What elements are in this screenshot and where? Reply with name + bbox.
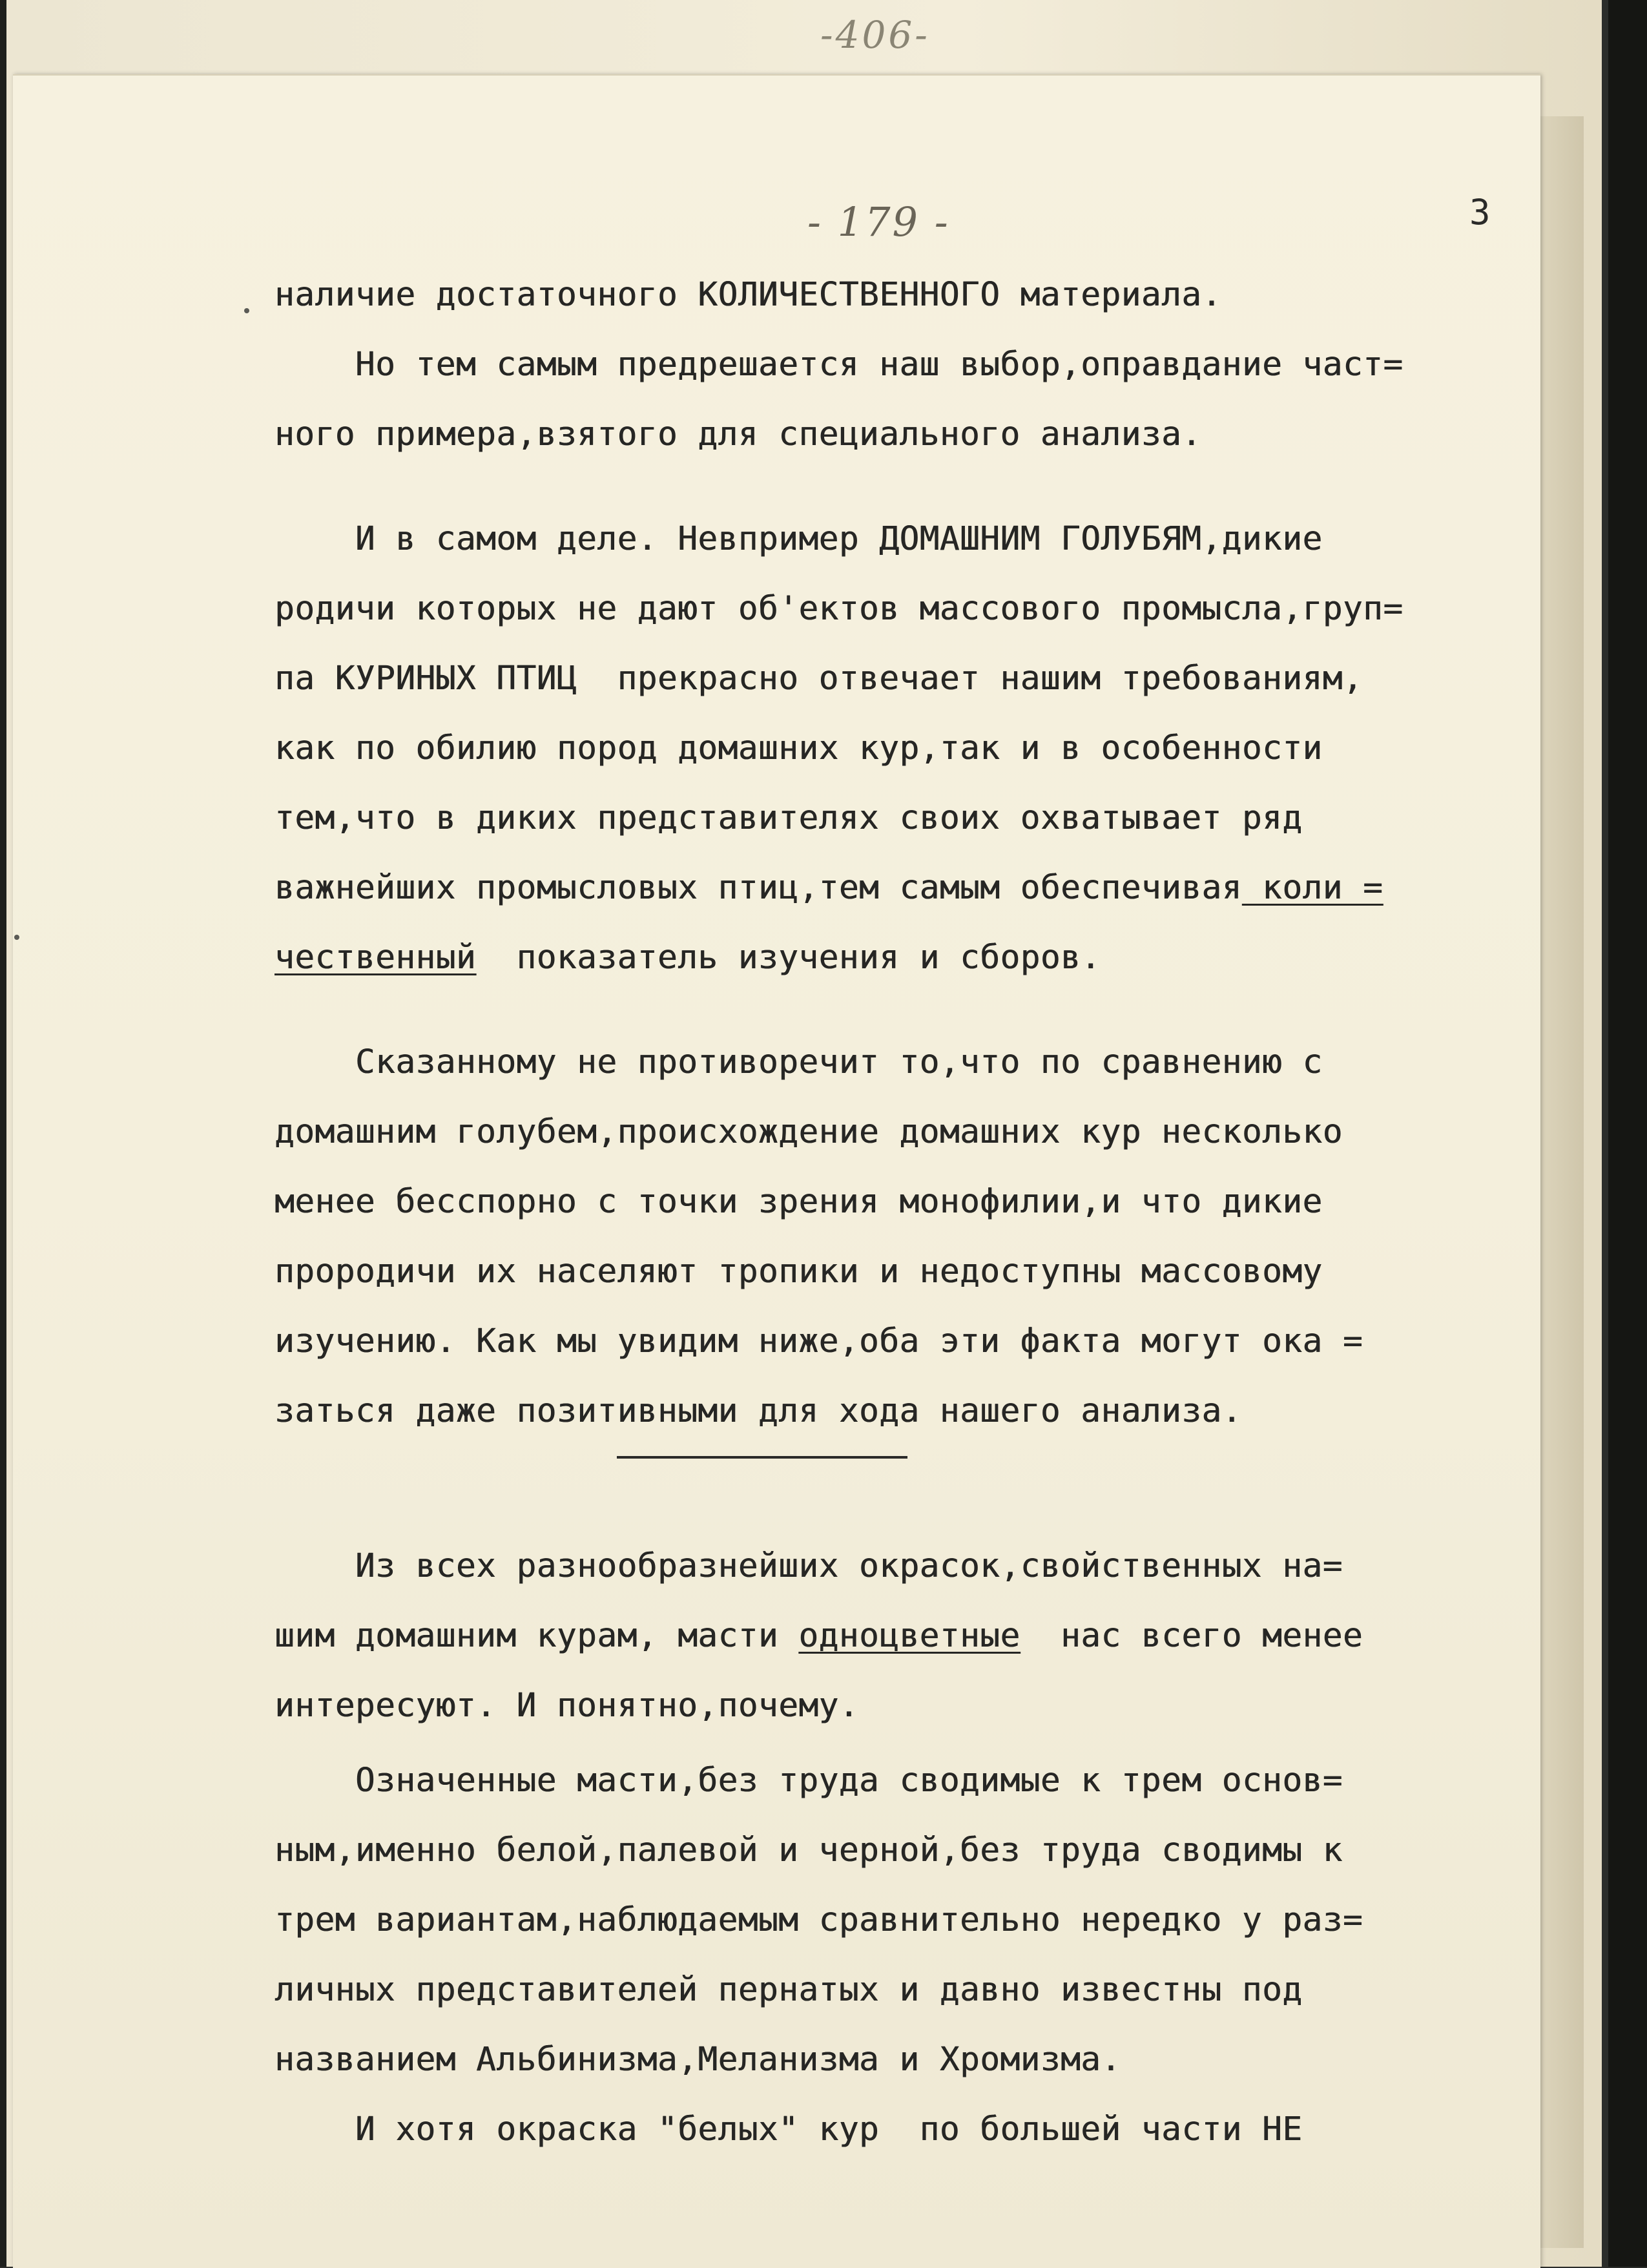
text-line: как по обилию пород домашних кур,так и в особенности [274,729,1323,767]
ink-speck [14,935,19,940]
text-line: домашним голубем,происхождение домашних кур несколько [274,1113,1343,1151]
text-line: родичи которых не дают об'ектов массового промысла,груп= [274,590,1404,628]
underlined-word: коли = [1241,869,1383,907]
text-line: чественный показатель изучения и сборов. [274,939,1101,977]
text-line: шим домашним курам, масти одноцветные нас всего менее [274,1617,1363,1655]
ink-speck [244,308,249,313]
text-line: па КУРИНЫХ ПТИЦ прекрасно отвечает нашим требованиям, [274,660,1363,698]
text-line: Означенные масти,без труда сводимые к трем основ= [274,1762,1343,1800]
text-line: менее бесспорно с точки зрения монофилии,и что дикие [274,1183,1323,1221]
text-line: заться даже позитивными для хода нашего анализа. [274,1392,1242,1430]
underlined-word: одноцветные [798,1617,1020,1655]
text-line: важнейших промысловых птиц,тем самым обеспечивая коли = [274,869,1383,907]
archive-number: -406- [820,13,930,57]
typewritten-page [13,74,1540,2268]
text-line: И хотя окраска "белых" кур по большей части НЕ [274,2110,1303,2148]
text-line: ным,именно белой,палевой и черной,без труда сводимы к [274,1831,1343,1869]
text-line: И в самом деле. Невпример ДОМАШНИМ ГОЛУБЯМ,дикие [274,520,1323,558]
text-line: наличие достаточного КОЛИЧЕСТВЕННОГО материала. [274,276,1222,314]
binder-edge-right [1608,0,1647,2267]
text-line: Сказанному не противоречит то,что по сравнению с [274,1043,1323,1081]
text-line: прородичи их населяют тропики и недоступны массовому [274,1253,1323,1291]
page-number: 3 [1469,192,1491,233]
text-line: тем,что в диких представителях своих охватывает ряд [274,799,1303,837]
text-line: названием Альбинизма,Меланизма и Хромизма. [274,2041,1121,2079]
underlined-word: чественный [274,939,477,977]
handwritten-page-number: - 179 - [807,198,950,245]
text-line: интересуют. И понятно,почему. [274,1687,859,1725]
text-line: ного примера,взятого для специального анализа. [274,415,1202,453]
text-line: личных представителей пернатых и давно известны под [274,1971,1303,2009]
text-line: изучению. Как мы увидим ниже,оба эти факта могут ока = [274,1322,1363,1360]
text-line: Но тем самым предрешается наш выбор,оправдание част= [274,346,1404,384]
text-line: трем вариантам,наблюдаемым сравнительно нередко у раз= [274,1901,1363,1939]
text-line: Из всех разнообразнейших окрасок,свойственных на= [274,1547,1343,1585]
underlying-sheet-edge [1537,116,1584,2248]
section-divider [617,1456,907,1459]
